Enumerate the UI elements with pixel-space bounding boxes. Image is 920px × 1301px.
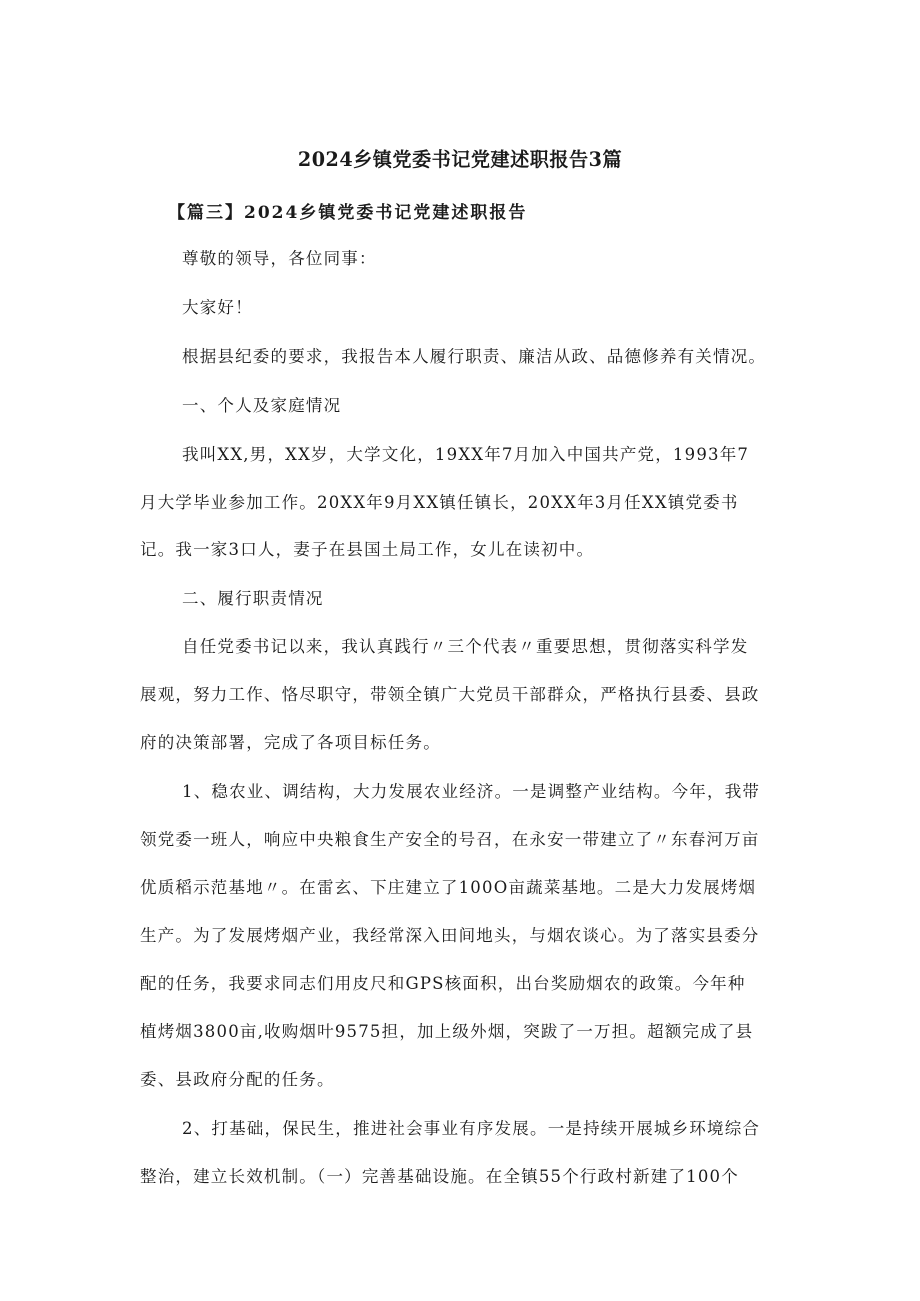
section-heading-1: 一、个人及家庭情况: [182, 396, 342, 415]
section-heading: 【篇三】2024乡镇党委书记党建述职报告: [168, 203, 528, 223]
paragraph-line: 整治，建立长效机制。（一）完善基础设施。在全镇55个行政村新建了100个: [140, 1167, 739, 1186]
paragraph-line: 自任党委书记以来，我认真践行〃三个代表〃重要思想，贯彻落实科学发: [182, 637, 749, 656]
paragraph-line: 配的任务，我要求同志们用皮尺和GPS核面积，出台奖励烟农的政策。今年种: [140, 974, 746, 993]
paragraph-line: 月大学毕业参加工作。20XX年9月XX镇任镇长，20XX年3月任XX镇党委书: [140, 493, 739, 512]
paragraph-line: 1、稳农业、调结构，大力发展农业经济。一是调整产业结构。今年，我带: [182, 782, 761, 801]
paragraph-line: 2、打基础，保民生，推进社会事业有序发展。一是持续开展城乡环境综合: [182, 1119, 761, 1138]
paragraph-line: 领党委一班人，响应中央粮食生产安全的号召，在永安一带建立了〃东春河万亩: [140, 830, 760, 849]
section-heading-2: 二、履行职责情况: [182, 589, 324, 608]
paragraph-line: 委、县政府分配的任务。: [140, 1070, 335, 1089]
salutation: 尊敬的领导，各位同事：: [182, 249, 377, 268]
paragraph-line: 优质稻示范基地〃。在雷玄、下庄建立了100O亩蔬菜基地。二是大力发展烤烟: [140, 878, 757, 897]
paragraph-line: 记。我一家3口人，妻子在县国土局工作，女儿在读初中。: [140, 540, 595, 559]
paragraph-line: 我叫XX,男，XX岁，大学文化，19XX年7月加入中国共产党，1993年7: [182, 445, 750, 464]
paragraph-line: 府的决策部署，完成了各项目标任务。: [140, 733, 441, 752]
document-title: 2024乡镇党委书记党建述职报告3篇: [297, 148, 623, 171]
greeting: 大家好！: [182, 298, 253, 317]
intro-paragraph: 根据县纪委的要求，我报告本人履行职责、廉洁从政、品德修养有关情况。: [182, 347, 767, 366]
paragraph-line: 生产。为了发展烤烟产业，我经常深入田间地头，与烟农谈心。为了落实县委分: [140, 926, 760, 945]
paragraph-line: 展观，努力工作、恪尽职守，带领全镇广大党员干部群众，严格执行县委、县政: [140, 685, 760, 704]
paragraph-line: 植烤烟3800亩,收购烟叶9575担，加上级外烟，突跋了一万担。超额完成了县: [140, 1022, 754, 1041]
